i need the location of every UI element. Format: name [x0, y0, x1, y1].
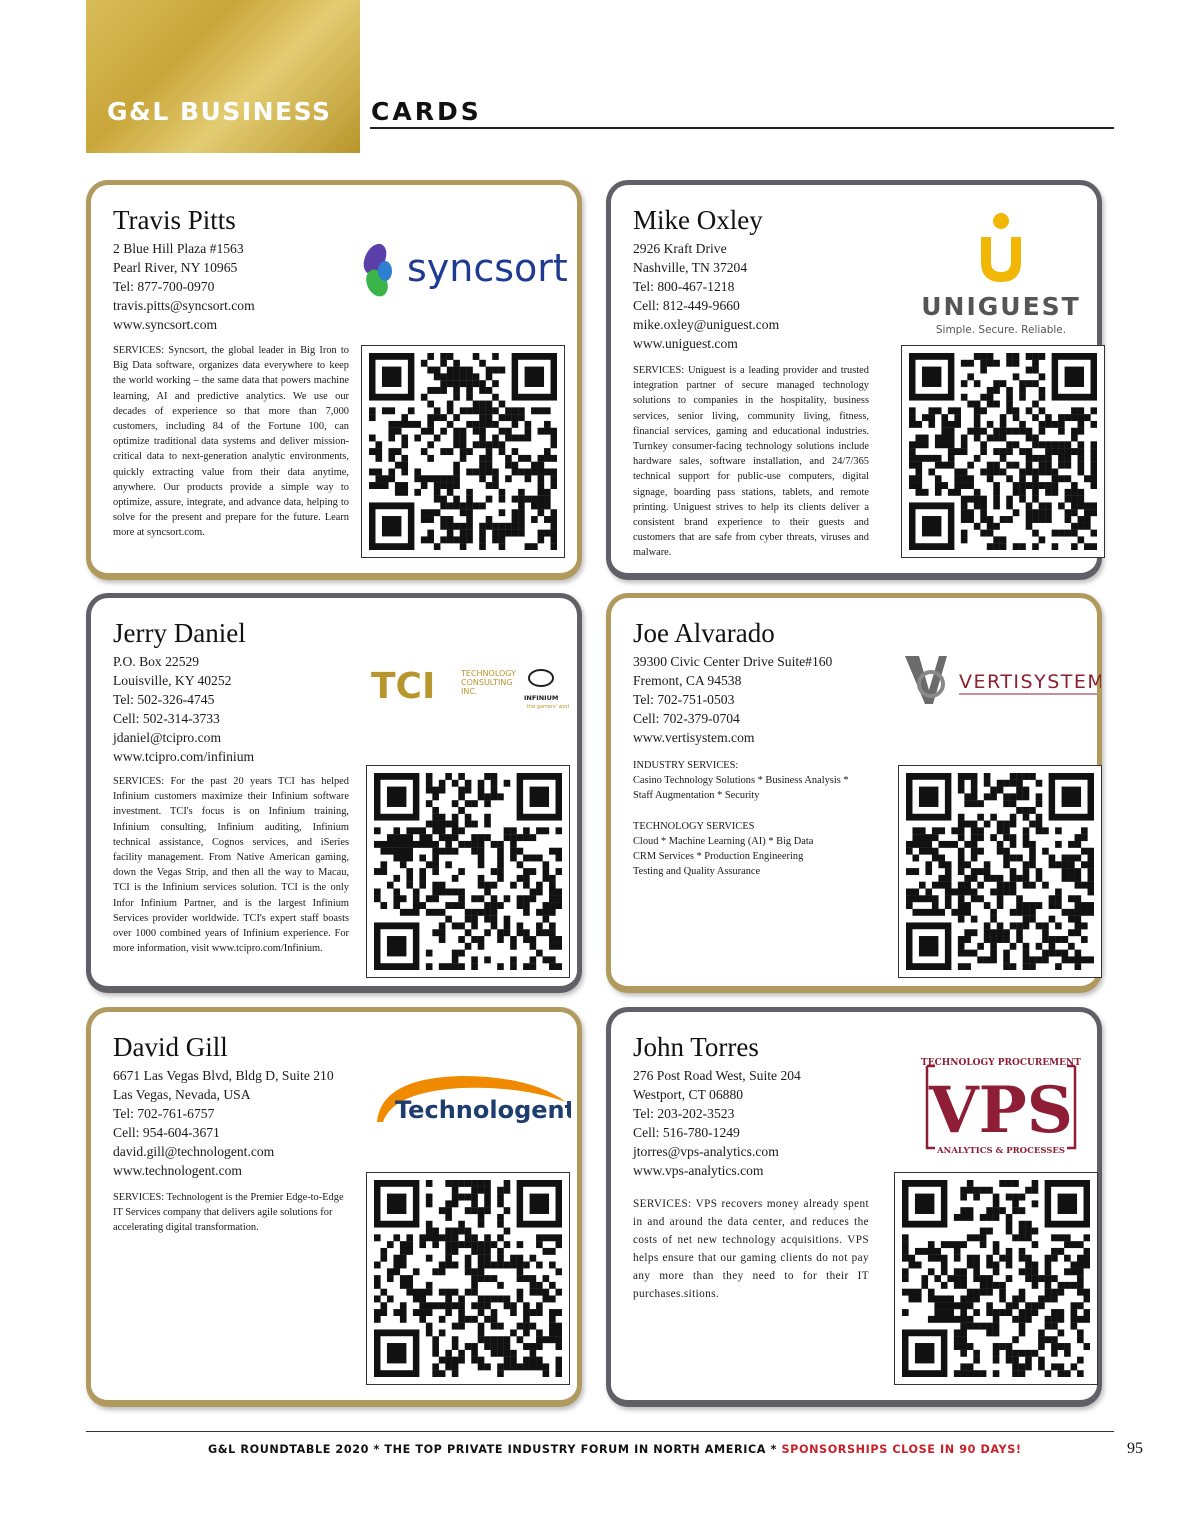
header-gold-block	[86, 0, 360, 153]
contact-details	[633, 239, 779, 353]
business-card-tci	[86, 593, 582, 993]
contact-name: John Torres	[633, 1032, 759, 1062]
contact-details	[633, 1066, 801, 1180]
email-link[interactable]: jdaniel@tcipro.com	[113, 730, 222, 745]
qr-code[interactable]	[361, 345, 565, 558]
footer-text: G&L ROUNDTABLE 2020 * THE TOP PRIVATE INDUSTRY FORUM IN NORTH AMERICA *	[208, 1443, 782, 1456]
contact-details	[113, 652, 254, 766]
tci-infinium-logo	[369, 660, 569, 710]
svg-text:CONSULTING: CONSULTING	[461, 678, 513, 687]
business-card-uniguest	[606, 180, 1102, 580]
business-card-vps	[606, 1007, 1102, 1407]
website-link[interactable]: www.uniguest.com	[633, 336, 738, 351]
svg-text:ANALYTICS & PROCESSES: ANALYTICS & PROCESSES	[936, 1146, 1066, 1156]
phone-line: Tel: 800-467-1218	[633, 279, 735, 294]
city-line: Las Vegas, Nevada, USA	[113, 1087, 251, 1102]
services-line: Staff Augmentation * Security	[633, 790, 760, 802]
cell-line: Cell: 702-379-0704	[633, 711, 740, 726]
services-line: CRM Services * Production Engineering	[633, 851, 804, 863]
contact-details	[633, 652, 832, 747]
svg-text:Simple. Secure. Reliable.: Simple. Secure. Reliable.	[935, 324, 1067, 336]
svg-text:Technologent: Technologent	[395, 1096, 571, 1124]
website-link[interactable]: www.vps-analytics.com	[633, 1163, 764, 1178]
section-title-black: CARDS	[371, 97, 482, 126]
city-line: Louisville, KY 40252	[113, 673, 232, 688]
business-card-technologent	[86, 1007, 582, 1407]
qr-code[interactable]	[894, 1172, 1098, 1385]
email-link[interactable]: mike.oxley@uniguest.com	[633, 317, 780, 332]
svg-text:INC.: INC.	[461, 687, 478, 696]
svg-text:UNIGUEST: UNIGUEST	[921, 292, 1081, 321]
services-text: SERVICES: For the past 20 years TCI has helped Infinium customers maximize their Infinium software investment. TCI's focus is on Infinium training, Infinium consulting, Infinium auditing, Infinium technical assistance, Cognos services, and iSeries facility management. From Native American gaming, down the Vegas Strip, and then all the way to Macau, TCI is the Infinium services solution. TCI is the only Infor Infinium Partner, and is the largest Infinium Services provider worldwide. TCI's expert staff boasts over 1000 combined years of Infinium experience. For more information, visit www.tcipro.com/Infinium.	[113, 776, 349, 955]
contact-name: Jerry Daniel	[113, 618, 246, 648]
phone-line: Tel: 702-761-6757	[113, 1106, 215, 1121]
svg-text:VPS: VPS	[929, 1073, 1073, 1148]
services-heading: INDUSTRY SERVICES:	[633, 760, 739, 771]
website-link[interactable]: www.syncsort.com	[113, 317, 218, 332]
email-link[interactable]: jtorres@vps-analytics.com	[633, 1144, 779, 1159]
svg-text:TECHNOLOGY PROCUREMENT: TECHNOLOGY PROCUREMENT	[921, 1058, 1081, 1068]
svg-text:the gamers' work: the gamers' work	[527, 704, 569, 710]
qr-code[interactable]	[366, 765, 570, 978]
services-line: Cloud * Machine Learning (AI) * Big Data	[633, 835, 814, 847]
website-link[interactable]: www.tcipro.com/infinium	[113, 749, 255, 764]
contact-name: Mike Oxley	[633, 205, 763, 235]
phone-line: Tel: 702-751-0503	[633, 692, 735, 707]
svg-text:TECHNOLOGY: TECHNOLOGY	[461, 669, 516, 678]
business-card-syncsort	[86, 180, 582, 580]
qr-code[interactable]	[901, 345, 1105, 558]
email-link[interactable]: david.gill@technologent.com	[113, 1144, 275, 1159]
page-number: 95	[1127, 1440, 1143, 1457]
website-link[interactable]: www.vertisystem.com	[633, 730, 755, 745]
contact-name: Joe Alvarado	[633, 618, 775, 648]
cell-line: Cell: 502-314-3733	[113, 711, 220, 726]
contact-name: David Gill	[113, 1032, 228, 1062]
address-line: 2926 Kraft Drive	[633, 241, 727, 256]
business-card-vertisystem	[606, 593, 1102, 993]
phone-line: Tel: 203-202-3523	[633, 1106, 735, 1121]
city-line: Fremont, CA 94538	[633, 673, 742, 688]
address-line: 39300 Civic Center Drive Suite#160	[633, 654, 833, 669]
cell-line: Cell: 812-449-9660	[633, 298, 740, 313]
svg-text:VERTISYSTEM: VERTISYSTEM	[959, 671, 1101, 693]
phone-line: Tel: 502-326-4745	[113, 692, 215, 707]
cell-line: Cell: 954-604-3671	[113, 1125, 220, 1140]
website-link[interactable]: www.technologent.com	[113, 1163, 242, 1178]
footer-banner	[208, 1443, 1022, 1456]
services-text: SERVICES: VPS recovers money already spent in and around the data center, and reduces the costs of net new technology acquisitions. VPS helps ensure that our gaming clients do not pay any more than they need to for their IT purchases.sitions.	[633, 1198, 869, 1300]
services-text: SERVICES: Syncsort, the global leader in Big Iron to Big Data software, organizes data everywhere to keep the world working – the same data that powers machine learning, AI and predictive analytics. We use our decades of experience so that more than 7,000 customers, including 84 of the Fortune 100, can optimize traditional data systems and deliver mission-critical data to next-generation analytic environments, quickly extracting value from their data anytime, anywhere. Our products provide a simple way to optimize, assure, integrate, and advance data, helping to solve for the present and prepare for the future. Learn more at syncsort.com.	[113, 345, 349, 539]
address-line: 276 Post Road West, Suite 204	[633, 1068, 801, 1083]
vps-logo	[921, 1052, 1081, 1157]
contact-details	[113, 239, 255, 334]
svg-text:syncsort: syncsort	[407, 246, 568, 290]
uniguest-logo	[921, 207, 1081, 337]
phone-line: Tel: 877-700-0970	[113, 279, 215, 294]
city-line: Nashville, TN 37204	[633, 260, 748, 275]
footer-rule	[86, 1431, 1114, 1432]
qr-code[interactable]	[898, 765, 1102, 978]
syncsort-logo	[361, 237, 571, 307]
services-line: Testing and Quality Assurance	[633, 866, 761, 878]
svg-text:INFINIUM: INFINIUM	[524, 694, 559, 702]
email-link[interactable]: travis.pitts@syncsort.com	[113, 298, 255, 313]
address-line: P.O. Box 22529	[113, 654, 200, 669]
city-line: Westport, CT 06880	[633, 1087, 744, 1102]
contact-name: Travis Pitts	[113, 205, 236, 235]
address-line: 6671 Las Vegas Blvd, Bldg D, Suite 210	[113, 1068, 334, 1083]
services-text: SERVICES: Technologent is the Premier Edge-to-Edge IT Services company that delivers agile solutions for accelerating digital transformation.	[113, 1192, 344, 1234]
footer-highlight: SPONSORSHIPS CLOSE IN 90 DAYS!	[781, 1443, 1022, 1456]
technologent-logo	[371, 1070, 571, 1130]
services-line: Casino Technology Solutions * Business Analysis *	[633, 775, 849, 787]
services-text: SERVICES: Uniguest is a leading provider and trusted integration partner of secure managed technology solutions to companies in the hospitality, business services, senior living, community living, fitness, financial services, gaming and educational industries. Turnkey consumer-facing technology solutions include hardware sales, software installation, and 24/7/365 technical support for public-use computers, digital signage, boarding pass stations, tablets, and remote printing. Uniguest strives to help its clients deliver a consistent brand experience to their guests and customers that are safe from cyber threats, viruses and malware.	[633, 365, 869, 559]
qr-code[interactable]	[366, 1172, 570, 1385]
address-line: 2 Blue Hill Plaza #1563	[113, 241, 244, 256]
cell-line: Cell: 516-780-1249	[633, 1125, 740, 1140]
header-rule	[370, 127, 1114, 129]
vertisystem-logo	[901, 650, 1101, 710]
svg-text:TCI: TCI	[371, 666, 436, 707]
city-line: Pearl River, NY 10965	[113, 260, 238, 275]
section-title-gold: G&L BUSINESS	[107, 97, 332, 126]
services-list	[633, 758, 878, 879]
services-heading: TECHNOLOGY SERVICES	[633, 820, 755, 832]
contact-details	[113, 1066, 334, 1180]
